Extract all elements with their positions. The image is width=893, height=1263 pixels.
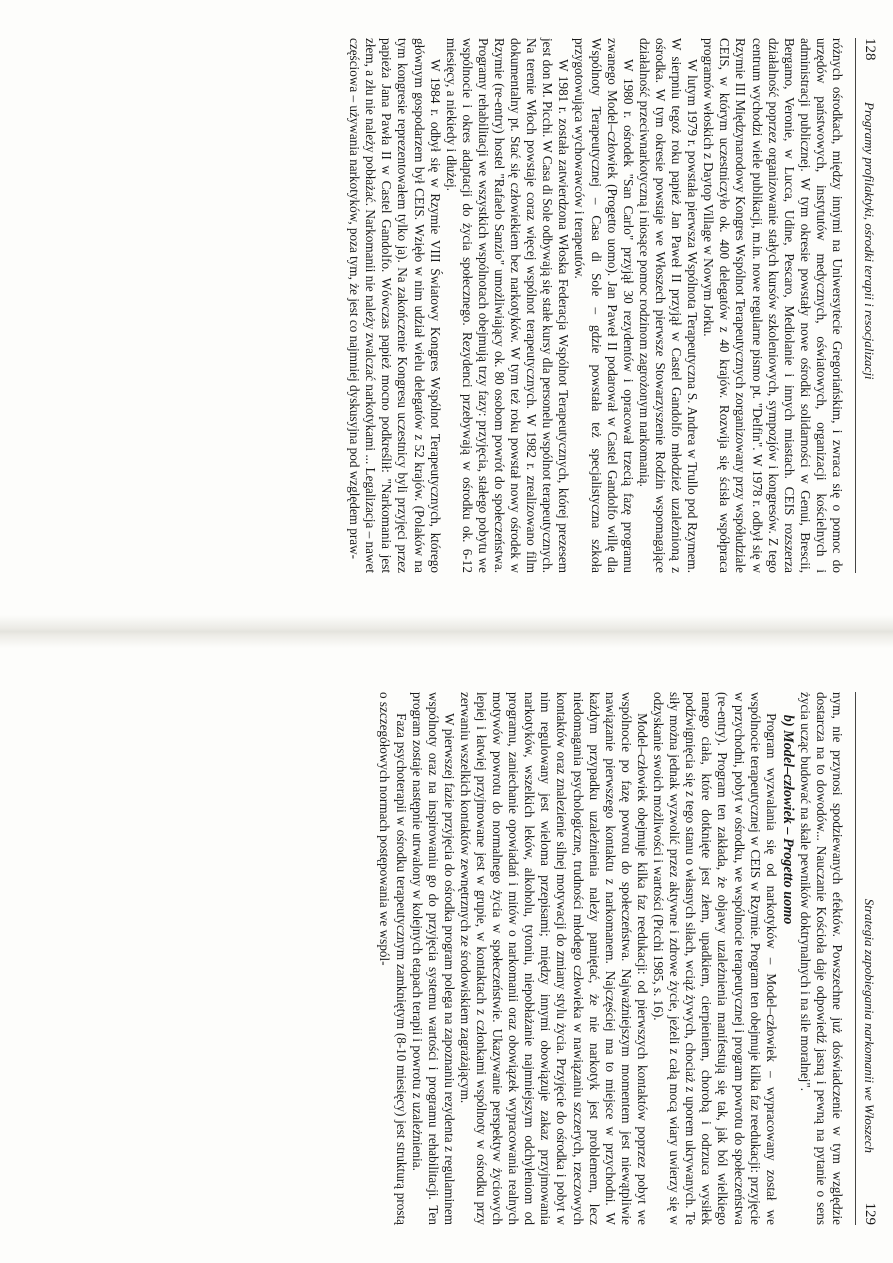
right-page (0, 648, 893, 1263)
left-paragraph-2: W lutym 1979 r. powstała pierwsza Wspólnota Terapeutyczna S. Andrea w Trullo pod Rzymem. W sierpniu tegoż roku papież Jan Paweł II przyjął w Castel Gandolfo młodzież uzależnioną z ośrodka. W tym okresie powstaje we Włoszech pierwsze Stowarzyszenie Rodzin wspomagające działalność przeciwnarkotyczną i niosące pomoc rodzinom zagrożonym narkomanią. (636, 38, 701, 573)
left-running-head: Programy profilaktyki, ośrodki terapii i resocjalizacji (862, 102, 877, 380)
left-header-rule (855, 38, 856, 573)
left-page (0, 0, 893, 615)
left-paragraph-1: różnych ośrodkach, między innymi na Uniwersytecie Gregoriańskim, i zwraca się o pomoc do urzędów państwowych, instytutów medycznych, oświatowych, organizacji kościelnych i administracji publicznej. W tym okresie powstały nowe ośrodki solidarności w Genui, Brescii, Bergamo, Veronie, w Lucca, Udine, Pescaro, Mediolanie i innych miastach. CEIS rozszerza działalność poprzez organizowanie stałych kursów szkoleniowych, sympozjów i kongresów. Z tego centrum wychodzi wiele publikacji, m.in. nowe regularne pismo pt. "Delfin". W 1978 r. odbył się w Rzymie III Międzynarodowy Kongres Wspólnot Terapeutycznych zorganizowany przy współudziale CEIS, w którym uczestniczyło ok. 400 delegatów z 40 krajów. Rozwija się ścisła współpraca programów włoskich z Daytop Village w Nowym Jorku. (701, 38, 845, 573)
section-title: b) Model–człowiek – Progetto uomo (779, 714, 796, 925)
left-page-body (18, 38, 845, 573)
right-continuation: nym, nie przynosi spodziewanych efektów. Powszechne już doświadczenie w tym względzie dostarcza na to dowodów... Nauczanie Kościoła daje odpowiedź jasną i pewną na pytanie o sens życia ucząc budować na skale pewników doktrynalnych i na sile moralnej". (797, 692, 845, 1225)
right-page-number: 129 (862, 1202, 878, 1225)
left-paragraph-5: W 1984 r. odbył się w Rzymie VIII Światowy Kongres Wspólnot Terapeutycznych, którego głównym gospodarzem był CEIS. Wzięło w nim udział wielu delegatów z 52 krajów. (Polaków na tym kongresie reprezentowałem tylko ja). Na zakończenie Kongresu uczestnicy byli przyjęci przez papieża Jana Pawła II w Castel Gandolfo. Wówczas papież mocno podkreślił: "Narkomania jest złem, a złu nie należy pobłażać. Narkomanii nie należy zwalczać narkotykami ... Legalizacja – nawet częściowa – używania narkotyków, poza tym, że jest co najmniej dyskusyjna pod względem praw- (347, 38, 443, 573)
right-page-header (853, 648, 893, 1263)
right-header-rule (855, 692, 856, 1225)
left-page-number: 128 (862, 38, 878, 61)
right-paragraph-4: Faza psychoterapii w ośrodku terapeutycznym zamkniętym (8-10 miesięcy) jest strukturą prostą o szczegółowych normach postępowania we wspól- (377, 692, 409, 1225)
book-gutter (0, 615, 893, 648)
left-paragraph-3: W 1980 r. ośrodek "San Carlo" przyjął 30 rezydentów i opracował trzecią fazę programu zwanego Model–człowiek (Progetto uomo). Jan Paweł II podarował w Castel Gandolfo willę dla Wspólnoty Terapeutycznej – Casa di Sole – gdzie powstała też specjalistyczna szkoła przygotowująca wychowawców i terapeutów. (572, 38, 636, 573)
left-page-header (853, 0, 893, 615)
left-paragraph-4: W 1981 r. została zatwierdzona Włoska Federacja Wspólnot Terapeutycznych, której prezesem jest don M. Picchi. W Casa di Sole odbywają się stałe kursy dla personelu wspólnot terapeutycznych. Na terenie Włoch powstaje coraz więcej wspólnot terapeutycznych. W 1982 r. zrealizowano film dokumentalny pt. Stać się człowiekiem bez narkotyków. W tym też roku powstał nowy ośrodek w Rzymie (re-entry) hostel "Rafaelo Sanzio" umożliwiający ok. 80 osobom powrót do społeczeństwa. Programy rehabilitacji we wszystkich wspólnotach obejmują trzy fazy: przyjęcia, stałego pobytu we wspólnocie i okres adaptacji do życia społecznego. Rezydenci przebywają w ośrodku ok. 6-12 miesięcy, a niekiedy i dłużej. (443, 38, 572, 573)
right-running-head: Strategia zapobiegania narkomanii we Włoszech (862, 898, 877, 1153)
right-paragraph-1: Program wyzwalania się od narkotyków – Model–człowiek – wypracowany został we wspólnocie terapeutycznej w CEIS w Rzymie. Program ten obejmuje kilka faz reedukacji: przyjęcie w przychodni, pobyt w ośrodku, we wspólnocie terapeutycznej i program powrotu do społeczeństwa (re-entry). Program ten zakłada, że objawy uzależnienia manifestują się tak, jak ból wielkiego ranego ciała, które dotknięte jest złem, upadkiem, cierpieniem, chorobą i odrzuca wysiłek podźwignięcia się z tego stanu o własnych siłach, wciąż żywych, chociaż z uporem ukrywanych. Te siły można jednak wyzwolić przez aktywne i zdrowe życie, jeżeli z całą mocą wiary uwierzy się w odzyskanie swoich możliwości i wartości (Picchi 1985, s. 16). (651, 692, 779, 1225)
right-paragraph-2: Model–człowiek obejmuje kilka faz reedukacji: od pierwszych kontaktów poprzez pobyt we wspólnocie po fazę powrotu do społeczeństwa. Najważniejszym momentem jest niewątpliwie nawiązanie pierwszego kontaktu z narkomanem. Najczęściej ma to miejsce w przychodni. W każdym przypadku uzależnienia należy pamiętać, że nie narkotyk jest problemem, lecz niedomagania psychologiczne, trudności młodego człowieka w nawiązaniu szczerych, rzeczowych kontaktów oraz znalezienie silnej motywacji do zmiany stylu życia. Przyjęcie do ośrodka i pobyt w nim regulowany jest wieloma przepisami; między innymi obowiązuje zakaz przyjmowania narkotyków, wszelkich leków, alkoholu, tytoniu, niepobłażanie najmniejszym odchyleniom od programu, zaniechanie opowiadań i mitów o narkomanii oraz obowiązek wypracowania realnych motywów powrotu do normalnego życia w społeczeństwie. Ukazywanie perspektyw życiowych lepiej i łatwiej przyjmowane jest w grupie, w kontaktach z członkami wspólnoty w ośrodku przy zerwaniu wszelkich kontaktów zewnętrznych ze środowiskiem zagrażającym. (457, 692, 650, 1225)
right-paragraph-3: W pierwszej fazie przyjęcia do ośrodka program polega na zapoznaniu rezydenta z regulaminem wspólnoty oraz na inspirowaniu go do przyjęcia systemu wartości i programu rehabilitacji. Ten program zostaje następnie utrwalony w kolejnych etapach terapii i powrotu z uzależnienia. (409, 692, 457, 1225)
right-page-body (18, 692, 845, 1225)
